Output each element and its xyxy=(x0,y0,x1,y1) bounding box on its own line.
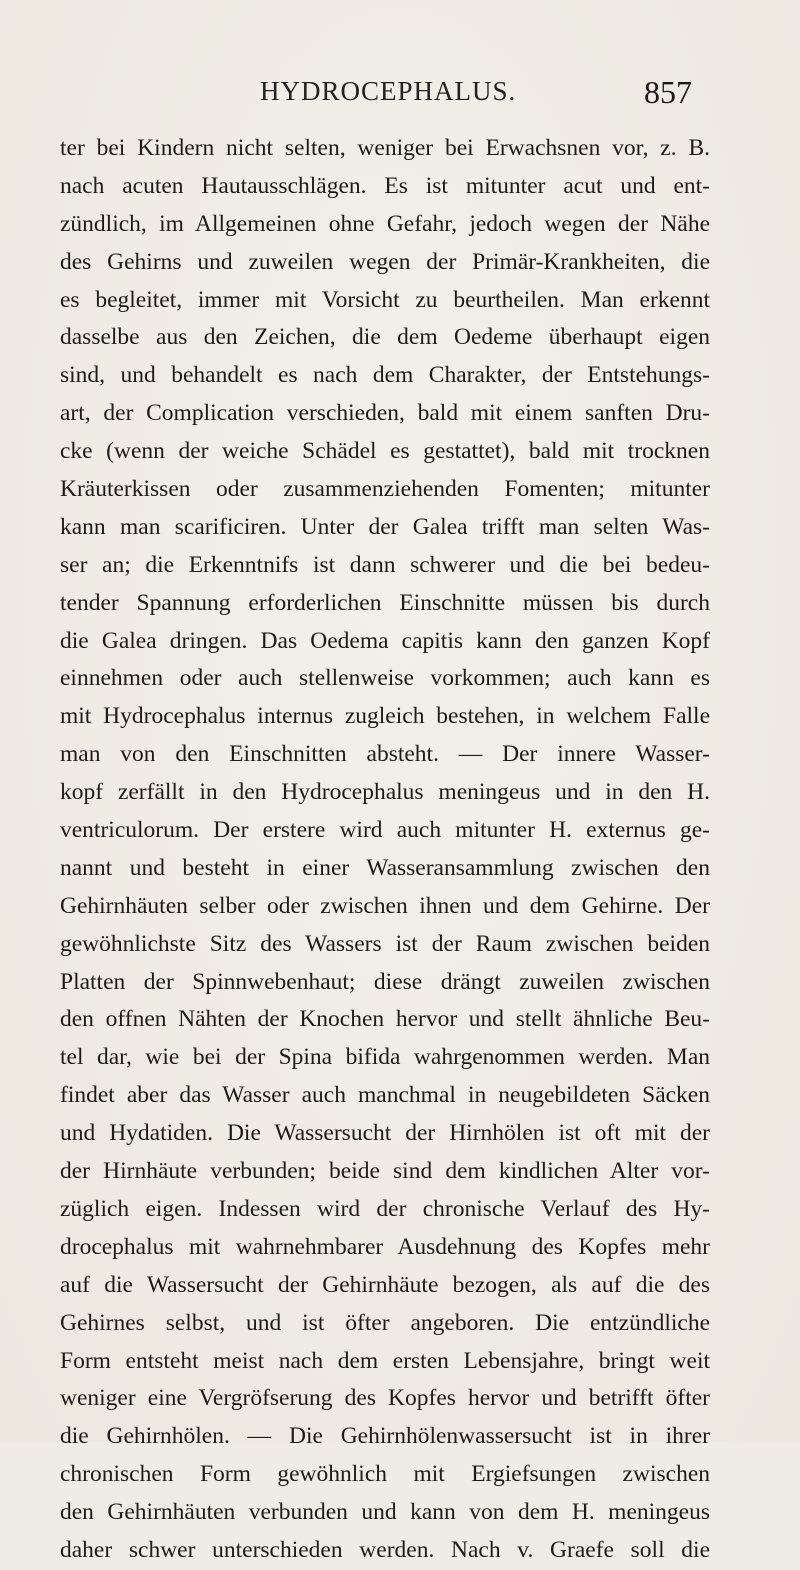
page-number: 857 xyxy=(644,74,692,110)
text-line: chronischen Form gewöhnlich mit Ergiefsungen zwischen xyxy=(60,1461,710,1488)
text-line: einnehmen oder auch stellenweise vorkommen; auch kann es xyxy=(60,665,710,692)
text-line: Platten der Spinnwebenhaut; diese drängt zuweilen zwischen xyxy=(60,968,710,995)
text-line: kann man scarificiren. Unter der Galea trifft man selten Was- xyxy=(60,513,710,540)
text-line: nannt und besteht in einer Wasseransammlung zwischen den xyxy=(60,854,710,881)
text-line: ter bei Kindern nicht selten, weniger bei Erwachsnen vor, z. B. xyxy=(60,135,710,161)
text-line: mit Hydrocephalus internus zugleich bestehen, in welchem Falle xyxy=(60,703,710,730)
text-line: Form entsteht meist nach dem ersten Lebensjahre, bringt weit xyxy=(60,1347,710,1374)
text-line: drocephalus mit wahrnehmbarer Ausdehnung des Kopfes mehr xyxy=(60,1233,710,1260)
page-header xyxy=(0,76,800,116)
text-line: Kräuterkissen oder zusammenziehenden Fomenten; mitunter xyxy=(60,476,710,503)
body-text xyxy=(60,130,710,1570)
text-line: des Gehirns und zuweilen wegen der Primär-Krankheiten, die xyxy=(60,248,710,275)
text-line: nach acuten Hautausschlägen. Es ist mitunter acut und ent- xyxy=(60,172,710,199)
text-line: züglich eigen. Indessen wird der chronische Verlauf des Hy- xyxy=(60,1195,710,1222)
text-line: sind, und behandelt es nach dem Charakter, der Entstehungs- xyxy=(60,362,710,389)
text-line: es begleitet, immer mit Vorsicht zu beurtheilen. Man erkennt xyxy=(60,286,710,313)
text-line: daher schwer unterschieden werden. Nach v. Graefe soll die xyxy=(60,1536,710,1563)
text-line: findet aber das Wasser auch manchmal in neugebildeten Säcken xyxy=(60,1082,710,1109)
text-line: den offnen Nähten der Knochen hervor und stellt ähnliche Beu- xyxy=(60,1006,710,1033)
text-line: auf die Wassersucht der Gehirnhäute bezogen, als auf die des xyxy=(60,1271,710,1298)
text-line: cke (wenn der weiche Schädel es gestattet), bald mit trocknen xyxy=(60,438,710,465)
text-line: gewöhnlichste Sitz des Wassers ist der Raum zwischen beiden xyxy=(60,930,710,957)
text-line: dasselbe aus den Zeichen, die dem Oedeme überhaupt eigen xyxy=(60,324,710,351)
text-line: der Hirnhäute verbunden; beide sind dem kindlichen Alter vor- xyxy=(60,1158,710,1185)
text-line: Gehirnes selbst, und ist öfter angeboren. Die entzündliche xyxy=(60,1309,710,1336)
text-line: die Galea dringen. Das Oedema capitis kann den ganzen Kopf xyxy=(60,627,710,654)
text-line: man von den Einschnitten absteht. — Der innere Wasser- xyxy=(60,741,710,768)
text-line: den Gehirnhäuten verbunden und kann von dem H. meningeus xyxy=(60,1499,710,1526)
text-line: art, der Complication verschieden, bald mit einem sanften Dru- xyxy=(60,400,710,427)
text-line: zündlich, im Allgemeinen ohne Gefahr, jedoch wegen der Nähe xyxy=(60,210,710,237)
running-title: HYDROCEPHALUS. xyxy=(260,76,517,106)
text-line: weniger eine Vergröfserung des Kopfes hervor und betrifft öfter xyxy=(60,1385,710,1412)
text-line: ventriculorum. Der erstere wird auch mitunter H. externus ge- xyxy=(60,817,710,844)
text-line: tender Spannung erforderlichen Einschnitte müssen bis durch xyxy=(60,589,710,616)
text-line: Gehirnhäuten selber oder zwischen ihnen und dem Gehirne. Der xyxy=(60,892,710,919)
text-line: die Gehirnhölen. — Die Gehirnhölenwassersucht ist in ihrer xyxy=(60,1423,710,1450)
text-line: ser an; die Erkenntnifs ist dann schwerer und die bei bedeu- xyxy=(60,551,710,578)
text-line: und Hydatiden. Die Wassersucht der Hirnhölen ist oft mit der xyxy=(60,1120,710,1147)
text-line: kopf zerfällt in den Hydrocephalus meningeus und in den H. xyxy=(60,779,710,806)
text-line: tel dar, wie bei der Spina bifida wahrgenommen werden. Man xyxy=(60,1044,710,1071)
